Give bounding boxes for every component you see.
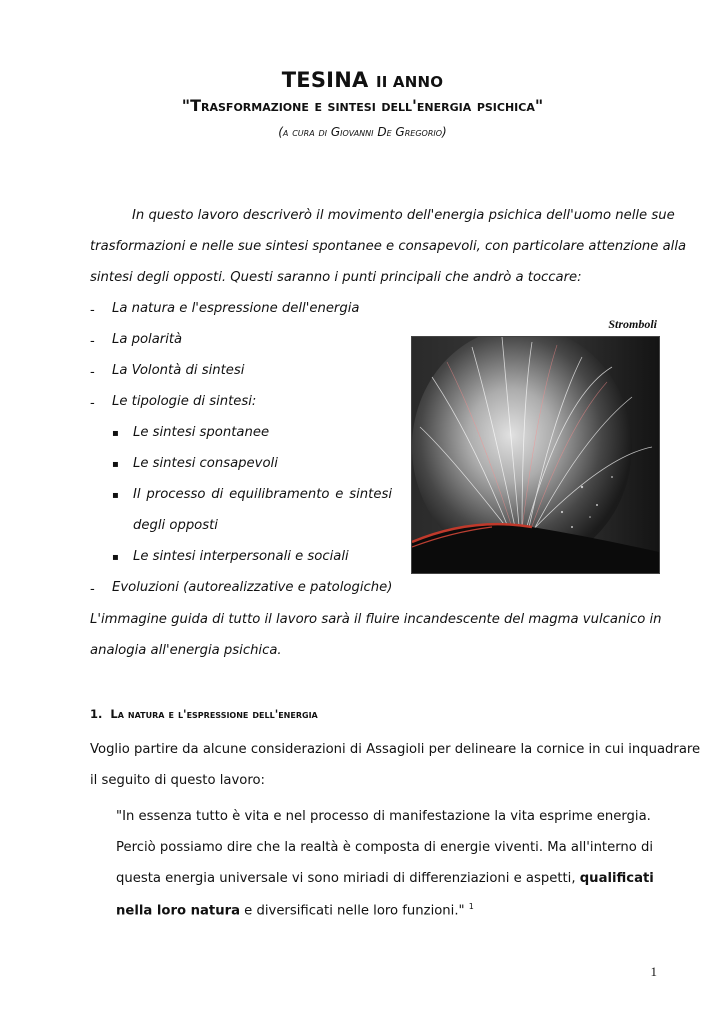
quote-line-4-text: e diversificati nelle loro funzioni.": [239, 903, 469, 919]
section-title: La natura e l'espressione dell'energia: [110, 707, 318, 721]
outline-subitem-spontaneous: Le sintesi spontanee: [133, 425, 270, 440]
title-sub: II ANNO: [375, 73, 444, 91]
dash-marker: -: [90, 396, 95, 411]
intro-line-3: sintesi degli opposti. Questi saranno i punti principali che andrò a toccare:: [90, 270, 582, 285]
section-number: 1.: [90, 707, 103, 721]
bullet-marker: ▪: [112, 490, 119, 501]
footnote-reference[interactable]: 1: [468, 902, 474, 911]
outline-item-energy: La natura e l'espressione dell'energia: [112, 301, 360, 316]
outline-subitem-interpersonal: Le sintesi interpersonali e sociali: [133, 549, 349, 564]
quote-emphasis: nella loro natura: [116, 903, 240, 919]
intro-line-1: In questo lavoro descriverò il movimento dell'energia psichica dell'uomo nelle sue: [132, 208, 675, 223]
outline-subitem-conscious: Le sintesi consapevoli: [133, 456, 278, 471]
title-main: TESINA: [281, 68, 369, 92]
quote-line-3-text: questa energia universale vi sono miriadi di differenziazioni e aspetti,: [116, 871, 580, 886]
section-line-2: il seguito di questo lavoro:: [90, 773, 265, 788]
outline-item-evolutions: Evoluzioni (autorealizzative e patologiche): [112, 580, 393, 595]
dash-marker: -: [90, 334, 95, 349]
dash-marker: -: [90, 303, 95, 318]
section-line-1: Voglio partire da alcune considerazioni di Assagioli per delineare la cornice in cui inquadrare: [90, 742, 701, 757]
bullet-marker: ▪: [112, 459, 119, 470]
document-subtitle: "Trasformazione e sintesi dell'energia psichica": [181, 96, 544, 115]
document-title: [0, 68, 725, 92]
quote-line-1: "In essenza tutto è vita e nel processo di manifestazione la vita esprime energia.: [116, 809, 651, 824]
quote-emphasis: qualificati: [579, 871, 654, 886]
outline-item-typologies: Le tipologie di sintesi:: [112, 394, 257, 409]
section-heading: [90, 707, 318, 721]
dash-marker: -: [90, 582, 95, 597]
guide-line-2: analogia all'energia psichica.: [90, 643, 282, 658]
page-number: 1: [650, 964, 657, 979]
outline-subitem-balancing: Il processo di equilibramento e sintesi: [133, 487, 392, 502]
outline-item-polarity: La polarità: [112, 332, 183, 347]
quote-line-3: [116, 871, 654, 886]
outline-item-will: La Volontà di sintesi: [112, 363, 245, 378]
document-curator: (a cura di Giovanni De Gregorio): [278, 125, 447, 139]
guide-line-1: L'immagine guida di tutto il lavoro sarà il fluire incandescente del magma vulcanico in: [90, 612, 662, 627]
outline-subitem-balancing-cont: degli opposti: [133, 518, 218, 533]
quote-line-4: [116, 902, 474, 918]
dash-marker: -: [90, 365, 95, 380]
figure-caption: Stromboli: [608, 317, 657, 331]
intro-line-2: trasformazioni e nelle sue sintesi spontanee e consapevoli, con particolare attenzione alla: [90, 239, 687, 254]
volcano-eruption-image: [412, 337, 659, 573]
bullet-marker: ▪: [112, 428, 119, 439]
quote-line-2: Perciò possiamo dire che la realtà è composta di energie viventi. Ma all'interno di: [116, 840, 654, 855]
volcano-photo: [411, 336, 660, 574]
bullet-marker: ▪: [112, 552, 119, 563]
